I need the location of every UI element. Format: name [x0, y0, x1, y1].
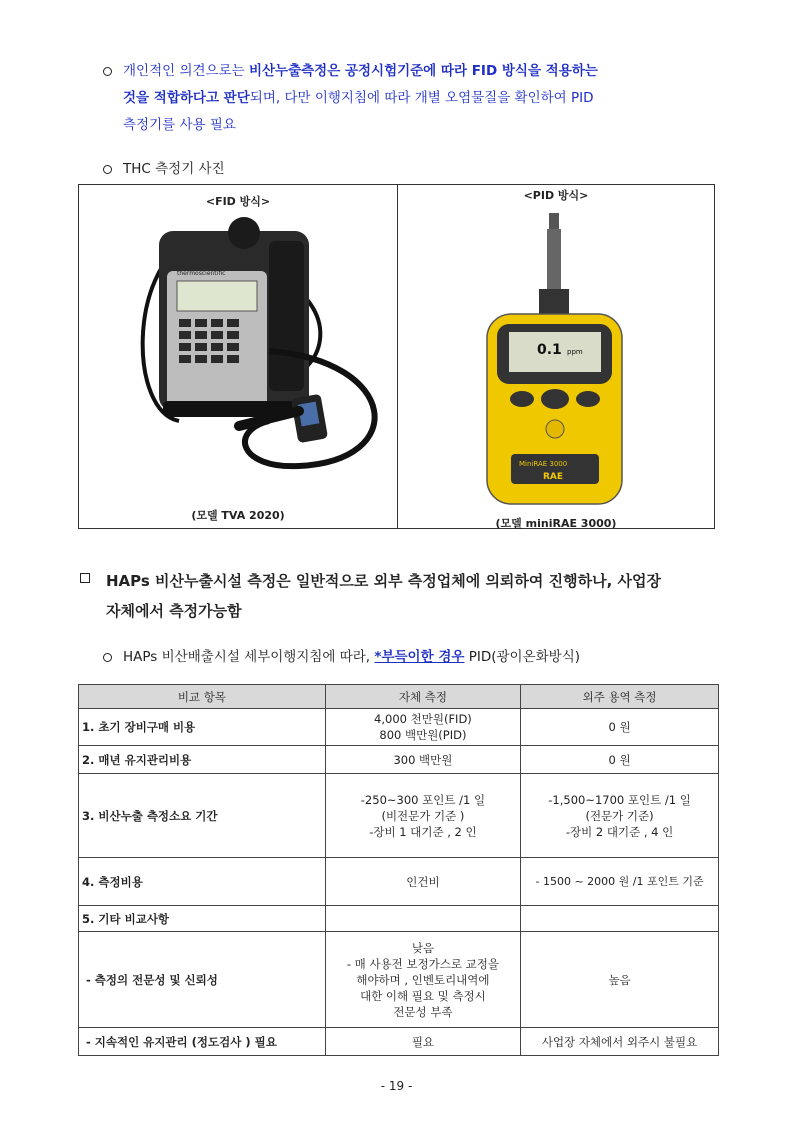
svg-text:thermoscientific: thermoscientific	[177, 270, 226, 277]
opinion-bold-2: 것을 적합하다고 판단	[123, 90, 250, 106]
guideline-suffix: PID(광이온화방식)	[464, 649, 581, 665]
guideline-row	[103, 644, 580, 671]
haps-line-1: HAPs 비산누출시설 측정은 일반적으로 외부 측정업체에 의뢰하여 진행하나, 사업장	[106, 572, 661, 590]
pid-label: <PID 방식>	[523, 189, 589, 202]
row-self: 낮음 - 매 사용전 보정가스로 교정을 해야하며 , 인벤토리내역에 대한 이해 필요 및 측정시 전문성 부족	[325, 932, 520, 1028]
opinion-bold-1: 비산누출측정은 공정시험기준에 따라 FID 방식을 적용하는	[248, 63, 598, 79]
table-row	[79, 709, 719, 746]
row-item: 3. 비산누출 측정소요 기간	[79, 774, 326, 858]
fid-label: <FID 방식>	[205, 195, 271, 208]
photo-heading-row	[103, 156, 225, 183]
opinion-prefix: 개인적인 의견으로는	[123, 63, 249, 79]
row-self: 인건비	[325, 858, 520, 906]
row-out: - 1500 ~ 2000 원 /1 포인트 기준	[521, 858, 719, 906]
row-item: 1. 초기 장비구매 비용	[79, 709, 326, 746]
haps-paragraph	[80, 566, 760, 626]
svg-text:0.1: 0.1	[537, 342, 562, 358]
svg-text:MiniRAE 3000: MiniRAE 3000	[519, 460, 568, 468]
table-row	[79, 858, 719, 906]
row-self	[325, 906, 520, 932]
square-bullet-icon	[80, 573, 90, 583]
row-self: -250~300 포인트 /1 일 (비전문가 기준 ) -장비 1 대기준 , 2 인	[325, 774, 520, 858]
circle-bullet-icon	[103, 653, 112, 662]
svg-text:ppm: ppm	[567, 348, 583, 356]
opinion-rest-2: 되며, 다만 이행지침에 따라 개별 오염물질을 확인하여 PID	[249, 90, 594, 106]
row-out: 사업장 자체에서 외주시 불필요	[521, 1028, 719, 1056]
row-self: 필요	[325, 1028, 520, 1056]
table-row	[79, 774, 719, 858]
photo-table	[78, 184, 715, 529]
header-self: 자체 측정	[325, 685, 520, 709]
table-row	[79, 746, 719, 774]
row-item: 4. 측정비용	[79, 858, 326, 906]
row-item: - 지속적인 유지관리 (정도검사 ) 필요	[79, 1028, 326, 1056]
fid-caption: (모델 TVA 2020)	[191, 509, 285, 522]
row-self: 4,000 천만원(FID) 800 백만원(PID)	[325, 709, 520, 746]
comparison-table	[78, 684, 719, 1056]
table-row	[79, 906, 719, 932]
circle-bullet-icon	[103, 67, 112, 76]
row-self: 300 백만원	[325, 746, 520, 774]
haps-line-2: 자체에서 측정가능함	[106, 602, 242, 620]
circle-bullet-icon	[103, 165, 112, 174]
fid-device-image	[119, 211, 399, 506]
row-out: 높음	[521, 932, 719, 1028]
guideline-link[interactable]: *부득이한 경우	[374, 649, 465, 665]
pid-device-image	[467, 209, 647, 509]
opinion-line-3: 측정기를 사용 필요	[123, 117, 236, 133]
row-out: -1,500~1700 포인트 /1 일 (전문가 기준) -장비 2 대기준 , 4 인	[521, 774, 719, 858]
opinion-paragraph	[103, 58, 723, 139]
row-item: 5. 기타 비교사항	[79, 906, 326, 932]
svg-text:RAE: RAE	[543, 472, 564, 482]
guideline-prefix: HAPs 비산배출시설 세부이행지침에 따라,	[123, 649, 375, 665]
row-out: 0 원	[521, 746, 719, 774]
table-row	[79, 932, 719, 1028]
photo-heading: THC 측정기 사진	[123, 161, 225, 177]
row-out	[521, 906, 719, 932]
row-item: 2. 매년 유지관리비용	[79, 746, 326, 774]
row-out: 0 원	[521, 709, 719, 746]
header-item: 비교 항목	[79, 685, 326, 709]
header-out: 외주 용역 측정	[521, 685, 719, 709]
page-number: - 19 -	[380, 1079, 413, 1093]
pid-caption: (모델 miniRAE 3000)	[495, 517, 617, 530]
table-header-row	[79, 685, 719, 709]
table-row	[79, 1028, 719, 1056]
row-item: - 측정의 전문성 및 신뢰성	[79, 932, 326, 1028]
